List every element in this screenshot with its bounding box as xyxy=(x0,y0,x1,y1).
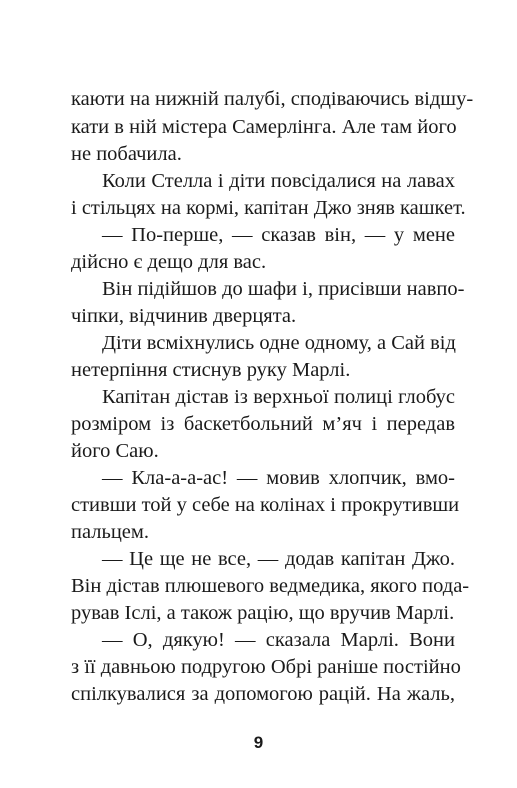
text-line: кати в ній містера Самерлінга. Але там його xyxy=(71,116,457,138)
text-line: спілкувалися за допомогою рацій. На жаль, xyxy=(71,683,455,705)
text-line: — По-перше, — сказав він, — у мене xyxy=(102,224,455,246)
text-line: його Саю. xyxy=(71,440,159,462)
text-line: з її давньою подругою Обрі раніше постійно xyxy=(71,656,461,678)
text-line: не побачила. xyxy=(71,143,182,165)
page-number: 9 xyxy=(253,733,264,752)
text-line: розміром із баскетбольний м’яч і передав xyxy=(71,413,455,435)
text-line: і стільцях на кормі, капітан Джо зняв кашкет. xyxy=(71,197,466,219)
text-line: Коли Стелла і діти повсідалися на лавах xyxy=(102,170,455,192)
text-line: каюти на нижній палубі, сподіваючись відшу- xyxy=(71,88,474,110)
text-line: Капітан дістав із верхньої полиці глобус xyxy=(102,386,455,408)
text-line: пальцем. xyxy=(71,521,149,543)
text-line: рував Іслі, а також рацію, що вручив Марлі. xyxy=(71,602,455,624)
text-line: Він підійшов до шафи і, присівши навпо- xyxy=(102,278,465,300)
text-line: — Це ще не все, — додав капітан Джо. xyxy=(102,548,455,570)
text-line: нетерпіння стиснув руку Марлі. xyxy=(71,359,351,381)
text-line: дійсно є дещо для вас. xyxy=(71,251,267,273)
text-line: Діти всміхнулись одне одному, а Сай від xyxy=(102,332,456,354)
text-line: — О, дякую! — сказала Марлі. Вони xyxy=(102,629,455,651)
text-line: Він дістав плюшевого ведмедика, якого пода- xyxy=(71,575,470,597)
text-line: чіпки, відчинив дверцята. xyxy=(71,305,297,327)
text-line: стивши той у себе на колінах і прокрутивши xyxy=(71,494,460,516)
text-line: — Кла-а-а-ас! — мовив хлопчик, вмо- xyxy=(102,467,455,489)
